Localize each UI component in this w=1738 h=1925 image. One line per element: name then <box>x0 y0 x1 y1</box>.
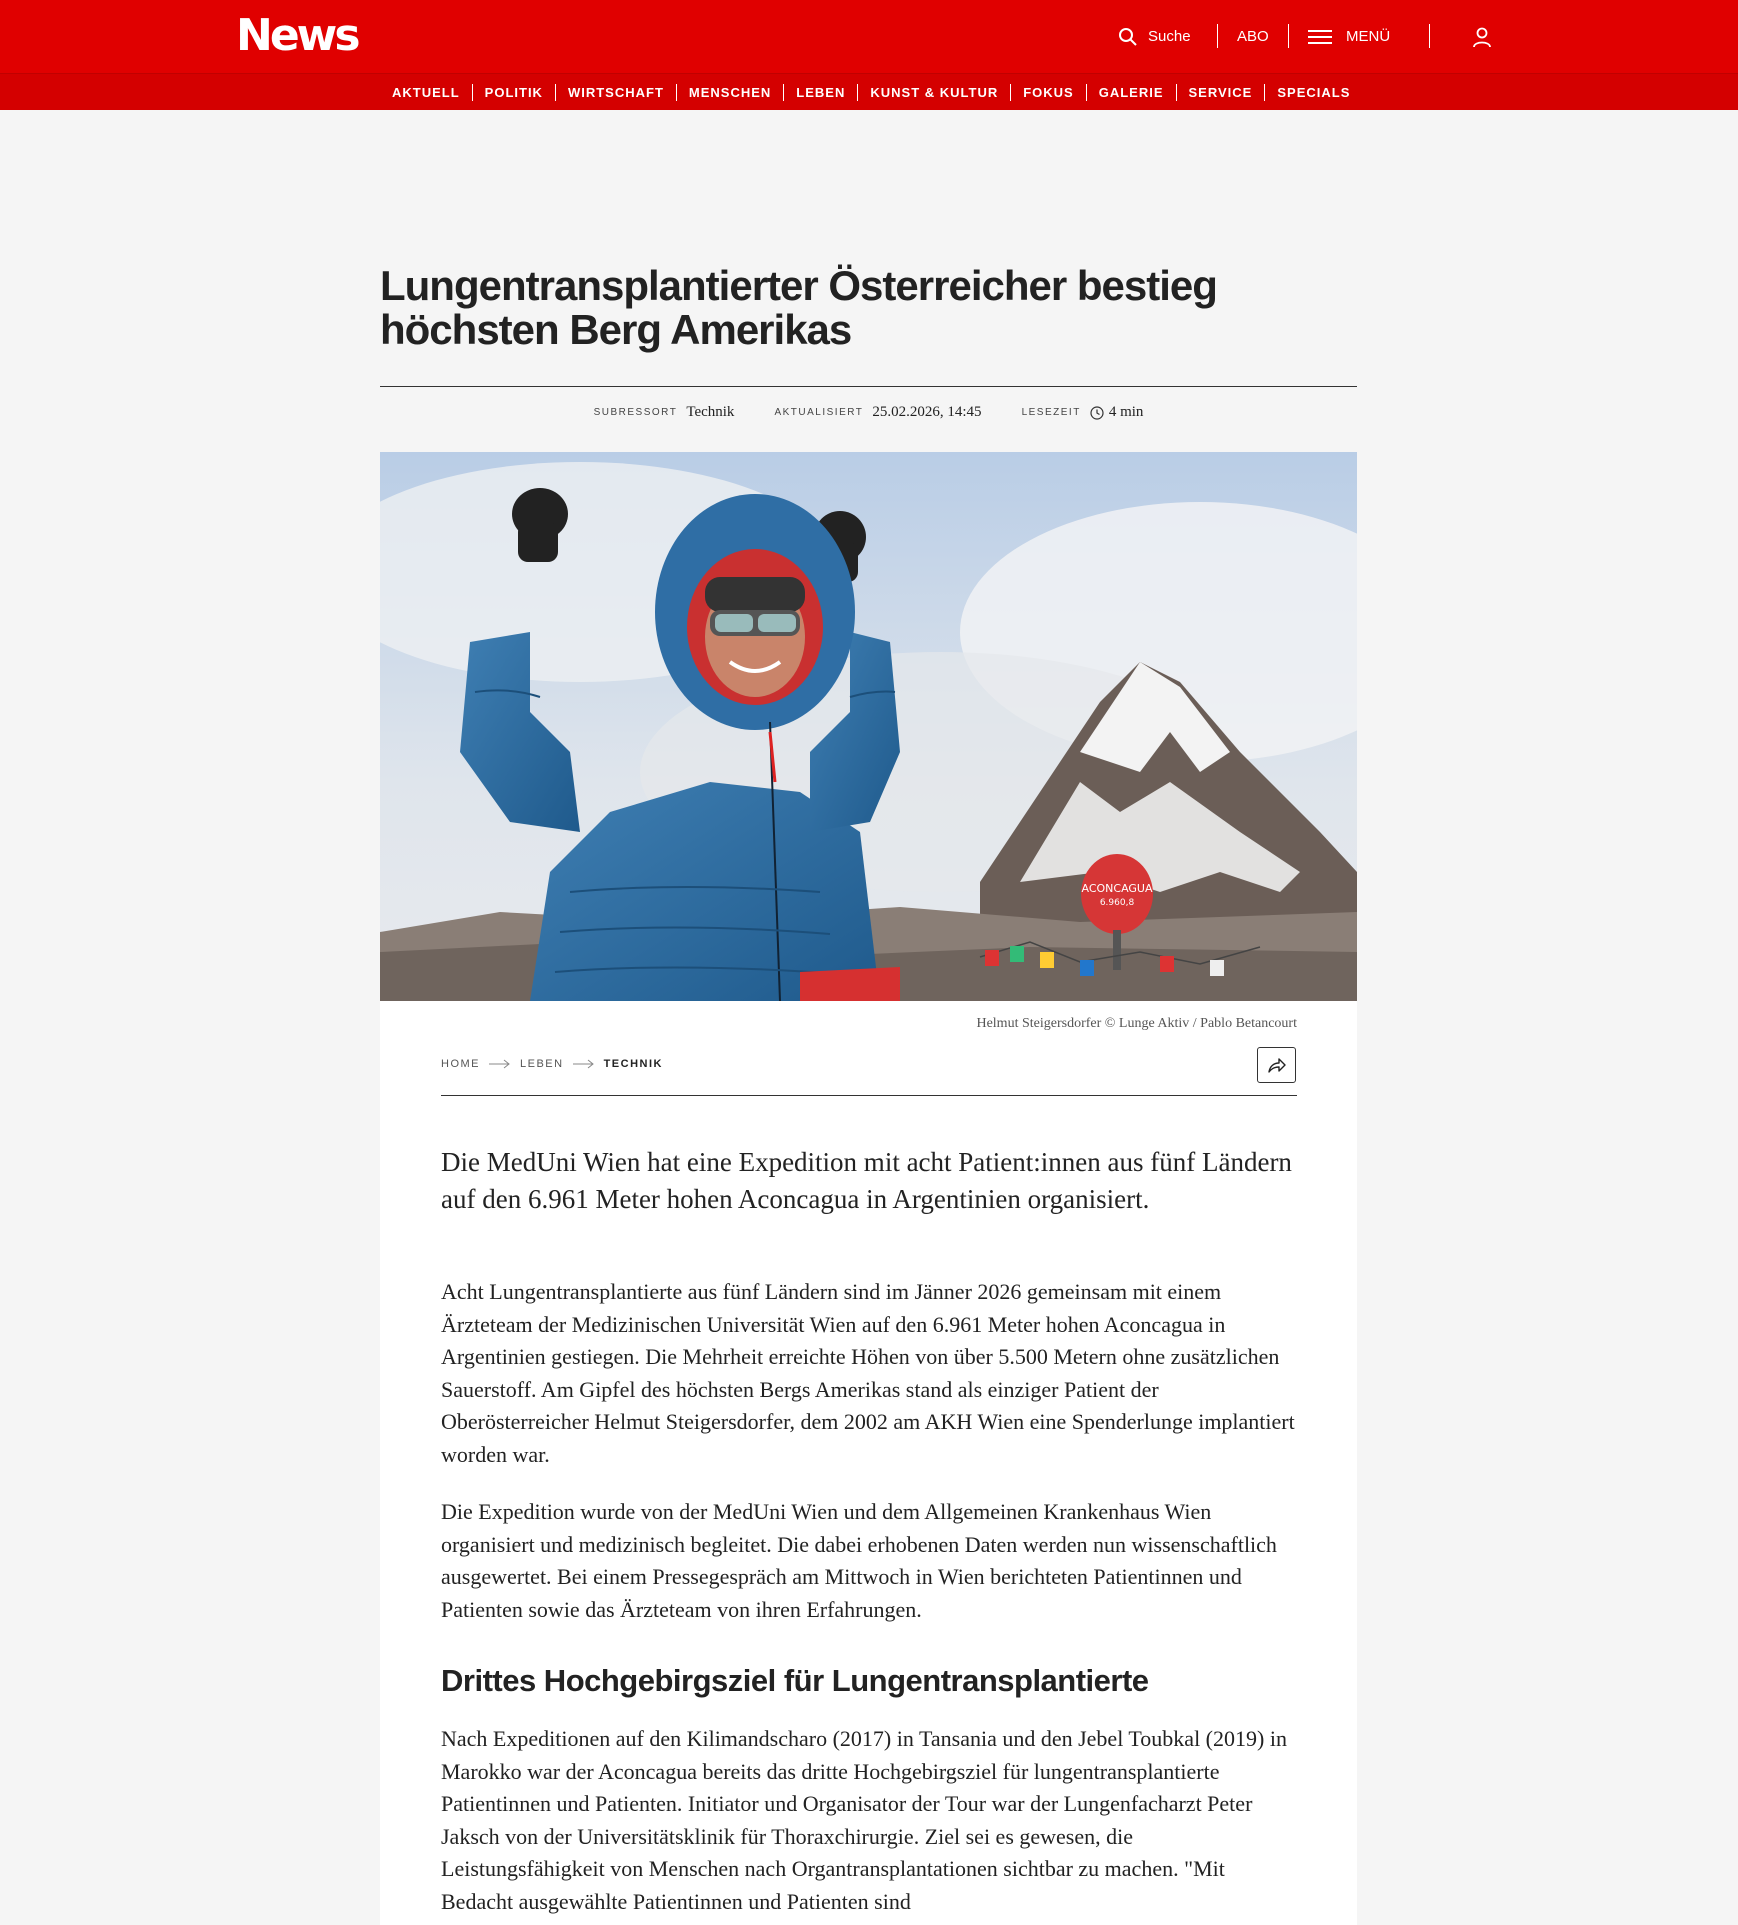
subressort-value[interactable]: Technik <box>686 404 735 420</box>
menu-label: MENÜ <box>1346 28 1391 45</box>
lesezeit-value: 4 min <box>1108 404 1144 420</box>
breadcrumb-divider <box>441 1095 1297 1096</box>
user-icon <box>1472 26 1492 48</box>
article-headline: Lungentransplantierter Österreicher bestieg höchsten Berg Amerikas <box>380 262 1217 353</box>
article-paragraph: Acht Lungentransplantierte aus fünf Ländern sind im Jänner 2026 gemeinsam mit einem Ärzteteam der Medizinischen Universität Wien auf den 6.961 Meter hohen Aconcagua in Argentinien gestiegen. Die Mehrheit erreichte Höhen von über 5.500 Metern ohne zusätzlichen Sauerstoff. Am Gipfel des höchsten Bergs Amerikas stand als einziger Patient der Oberösterreicher Helmut Steigersdorfer, dem 2002 am AKH Wien eine Spenderlunge implantiert worden war. <box>441 1279 1295 1467</box>
nav-item-galerie[interactable]: GALERIE <box>1086 84 1176 101</box>
menu-button[interactable] <box>1308 0 1390 73</box>
nav-item-fokus[interactable]: FOKUS <box>1010 84 1086 101</box>
aktualisiert-label: AKTUALISIERT <box>774 407 864 418</box>
aktualisiert-value: 25.02.2026, 14:45 <box>872 404 982 420</box>
nav-item-menschen[interactable]: MENSCHEN <box>676 84 783 101</box>
article-lead: Die MedUni Wien hat eine Expedition mit acht Patient:innen aus fünf Ländern auf den 6.961 Meter hohen Aconcagua in Argentinien organisiert. <box>441 1147 1292 1214</box>
account-button[interactable] <box>1472 0 1492 73</box>
arrow-right-icon <box>489 1059 511 1069</box>
meta-subressort <box>594 404 735 421</box>
share-button[interactable] <box>1257 1047 1296 1083</box>
subressort-label: SUBRESSORT <box>593 407 678 418</box>
breadcrumb-home[interactable]: HOME <box>441 1058 480 1070</box>
breadcrumb-technik[interactable]: TECHNIK <box>603 1058 663 1070</box>
abo-button[interactable]: ABO <box>1237 28 1269 45</box>
summit-sign-label: ACONCAGUA <box>1081 882 1153 895</box>
header-divider <box>1217 24 1218 48</box>
search-button[interactable] <box>1118 0 1191 73</box>
hero-image[interactable] <box>380 452 1357 1001</box>
clock-icon <box>1090 406 1104 420</box>
nav-item-specials[interactable]: SPECIALS <box>1264 84 1362 101</box>
lesezeit-label: LESEZEIT <box>1021 407 1081 418</box>
header-divider <box>1288 24 1289 48</box>
hamburger-icon <box>1308 26 1332 48</box>
arrow-right-icon <box>573 1059 595 1069</box>
news-logo[interactable]: News <box>236 10 358 61</box>
meta-lesezeit <box>1022 404 1144 421</box>
section-nav <box>0 73 1738 110</box>
top-header <box>0 0 1738 73</box>
nav-item-politik[interactable]: POLITIK <box>472 84 555 101</box>
article-paragraph: Die Expedition wurde von der MedUni Wien und dem Allgemeinen Krankenhaus Wien organisiert und medizinisch begleitet. Die dabei erhobenen Daten werden nun wissenschaftlich ausgewertet. Bei einem Pressegespräch am Mittwoch in Wien berichteten Patientinnen und Patienten sowie das Ärzteteam von ihren Erfahrungen. <box>441 1499 1277 1622</box>
breadcrumb <box>441 1058 663 1070</box>
nav-item-kunst-kultur[interactable]: KUNST & KULTUR <box>857 84 1010 101</box>
article-meta <box>380 404 1357 421</box>
search-label: Suche <box>1148 28 1191 45</box>
summit-sign-height: 6.960,8 <box>1099 898 1135 908</box>
image-caption: Helmut Steigersdorfer © Lunge Aktiv / Pablo Betancourt <box>976 1016 1297 1031</box>
headline-divider <box>380 386 1357 387</box>
share-icon <box>1267 1057 1287 1073</box>
nav-item-aktuell[interactable]: AKTUELL <box>392 85 460 100</box>
header-divider <box>1429 24 1430 48</box>
nav-item-wirtschaft[interactable]: WIRTSCHAFT <box>555 84 676 101</box>
search-icon <box>1118 27 1138 47</box>
article-paragraph: Nach Expeditionen auf den Kilimandscharo (2017) in Tansania und den Jebel Toubkal (2019) in Marokko war der Aconcagua bereits das dritte Hochgebirgsziel für lungentransplantierte Patientinnen und Patienten. Initiator und Organisator der Tour war der Lungenfacharzt Peter Jaksch von der Universitätsklinik für Thoraxchirurgie. Ziel sei es gewesen, die Leistungsfähigkeit von Menschen nach Organtransplantationen sichtbar zu machen. "Mit Bedacht ausgewählte Patientinnen und Patienten sind <box>441 1726 1287 1914</box>
meta-aktualisiert <box>774 404 981 421</box>
nav-item-leben[interactable]: LEBEN <box>783 84 857 101</box>
article-subheading: Drittes Hochgebirgsziel für Lungentransplantierte <box>441 1663 1149 1698</box>
breadcrumb-leben[interactable]: LEBEN <box>520 1058 564 1070</box>
hero-illustration <box>380 452 1357 1001</box>
nav-item-service[interactable]: SERVICE <box>1176 84 1265 101</box>
